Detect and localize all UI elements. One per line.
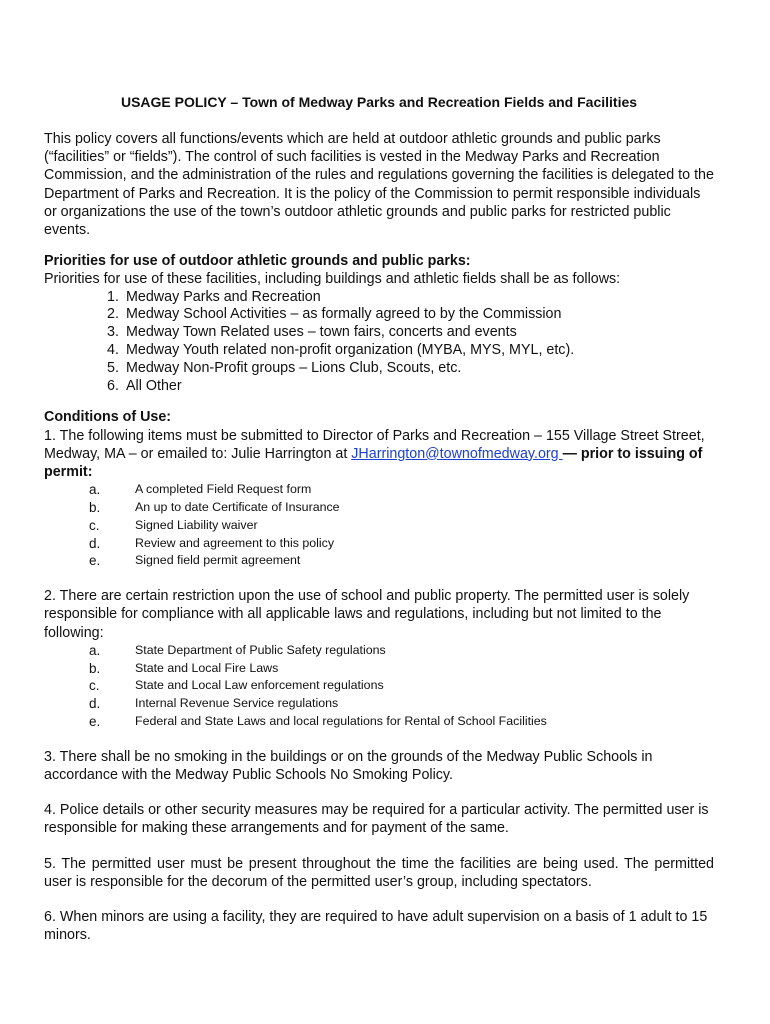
condition-5: 5. The permitted user must be present throughout the time the facilities are being used. The permitted user is responsible for the decorum of the permitted user’s group, including spectators. [44, 855, 714, 890]
list-item: e. Federal and State Laws and local regulations for Rental of School Facilities [89, 714, 547, 729]
priorities-lead: Priorities for use of these facilities, including buildings and athletic fields shall be as follows: [44, 271, 621, 288]
intro-paragraph: This policy covers all functions/events which are held at outdoor athletic grounds and public parks (“facilities” or “fields”). The control of such facilities is vested in the Medway Parks and Recreation Commission, and the administration of the rules and regulations governing the facilities is delegated to the Department of Parks and Recreation. It is the policy of the Commission to permit responsible individuals or organizations the use of the town’s outdoor athletic grounds and public parks for restricted public events. [44, 131, 714, 239]
document-page [44, 93, 714, 944]
list-item: b. An up to date Certificate of Insurance [89, 500, 340, 516]
page-title: USAGE POLICY – Town of Medway Parks and Recreation Fields and Facilities [120, 94, 638, 110]
condition-4: 4. Police details or other security measures may be required for a particular activity. The permitted user is responsible for making these arrangements and for payment of the same. [44, 802, 709, 837]
list-item: d. Internal Revenue Service regulations [89, 696, 339, 712]
condition-1-bold: prior to issuing of permit: [44, 445, 703, 481]
priority-item: 5. Medway Non-Profit groups – Lions Club, Scouts, etc. [107, 359, 462, 376]
priority-item: 2. Medway School Activities – as formally agreed to by the Commission [107, 306, 562, 323]
condition-1: 1. The following items must be submitted to Director of Parks and Recreation – 155 Village Street Street, Medway, MA – or emailed to: Julie Harrington at JHarrington@townofmedway.org — prior to issuing of permit: [44, 427, 705, 481]
condition-2: 2. There are certain restriction upon the use of school and public property. The permitted user is solely responsible for compliance with all applicable laws and regulations, including but not limited to the following: [44, 588, 690, 641]
list-item: e. Signed field permit agreement [89, 553, 301, 569]
list-item: c. State and Local Law enforcement regulations [89, 678, 384, 694]
email-link[interactable]: JHarrington@townofmedway.org [351, 445, 563, 462]
condition-6: 6. When minors are using a facility, they are required to have adult supervision on a basis of 1 adult to 15 minors. [44, 909, 708, 944]
priority-item: 6. All Other [107, 377, 182, 394]
submission-items-list [44, 481, 714, 570]
priority-item: 3. Medway Town Related uses – town fairs, concerts and events [107, 324, 517, 341]
list-item: a. State Department of Public Safety regulations [89, 642, 386, 658]
priorities-list [44, 289, 714, 396]
condition-3: 3. There shall be no smoking in the buildings or on the grounds of the Medway Public Schools in accordance with the Medway Public Schools No Smoking Policy. [44, 748, 653, 783]
conditions-heading: Conditions of Use: [44, 409, 172, 426]
list-item: d. Review and agreement to this policy [89, 535, 335, 551]
priority-item: 1. Medway Parks and Recreation [107, 288, 321, 305]
regulations-list [44, 642, 714, 731]
priority-item: 4. Medway Youth related non-profit organization (MYBA, MYS, MYL, etc). [107, 342, 575, 359]
priorities-heading: Priorities for use of outdoor athletic grounds and public parks: [44, 253, 471, 270]
list-item: c. Signed Liability waiver [89, 517, 258, 533]
list-item: b. State and Local Fire Laws [89, 660, 279, 676]
list-item: a. A completed Field Request form [89, 482, 312, 498]
